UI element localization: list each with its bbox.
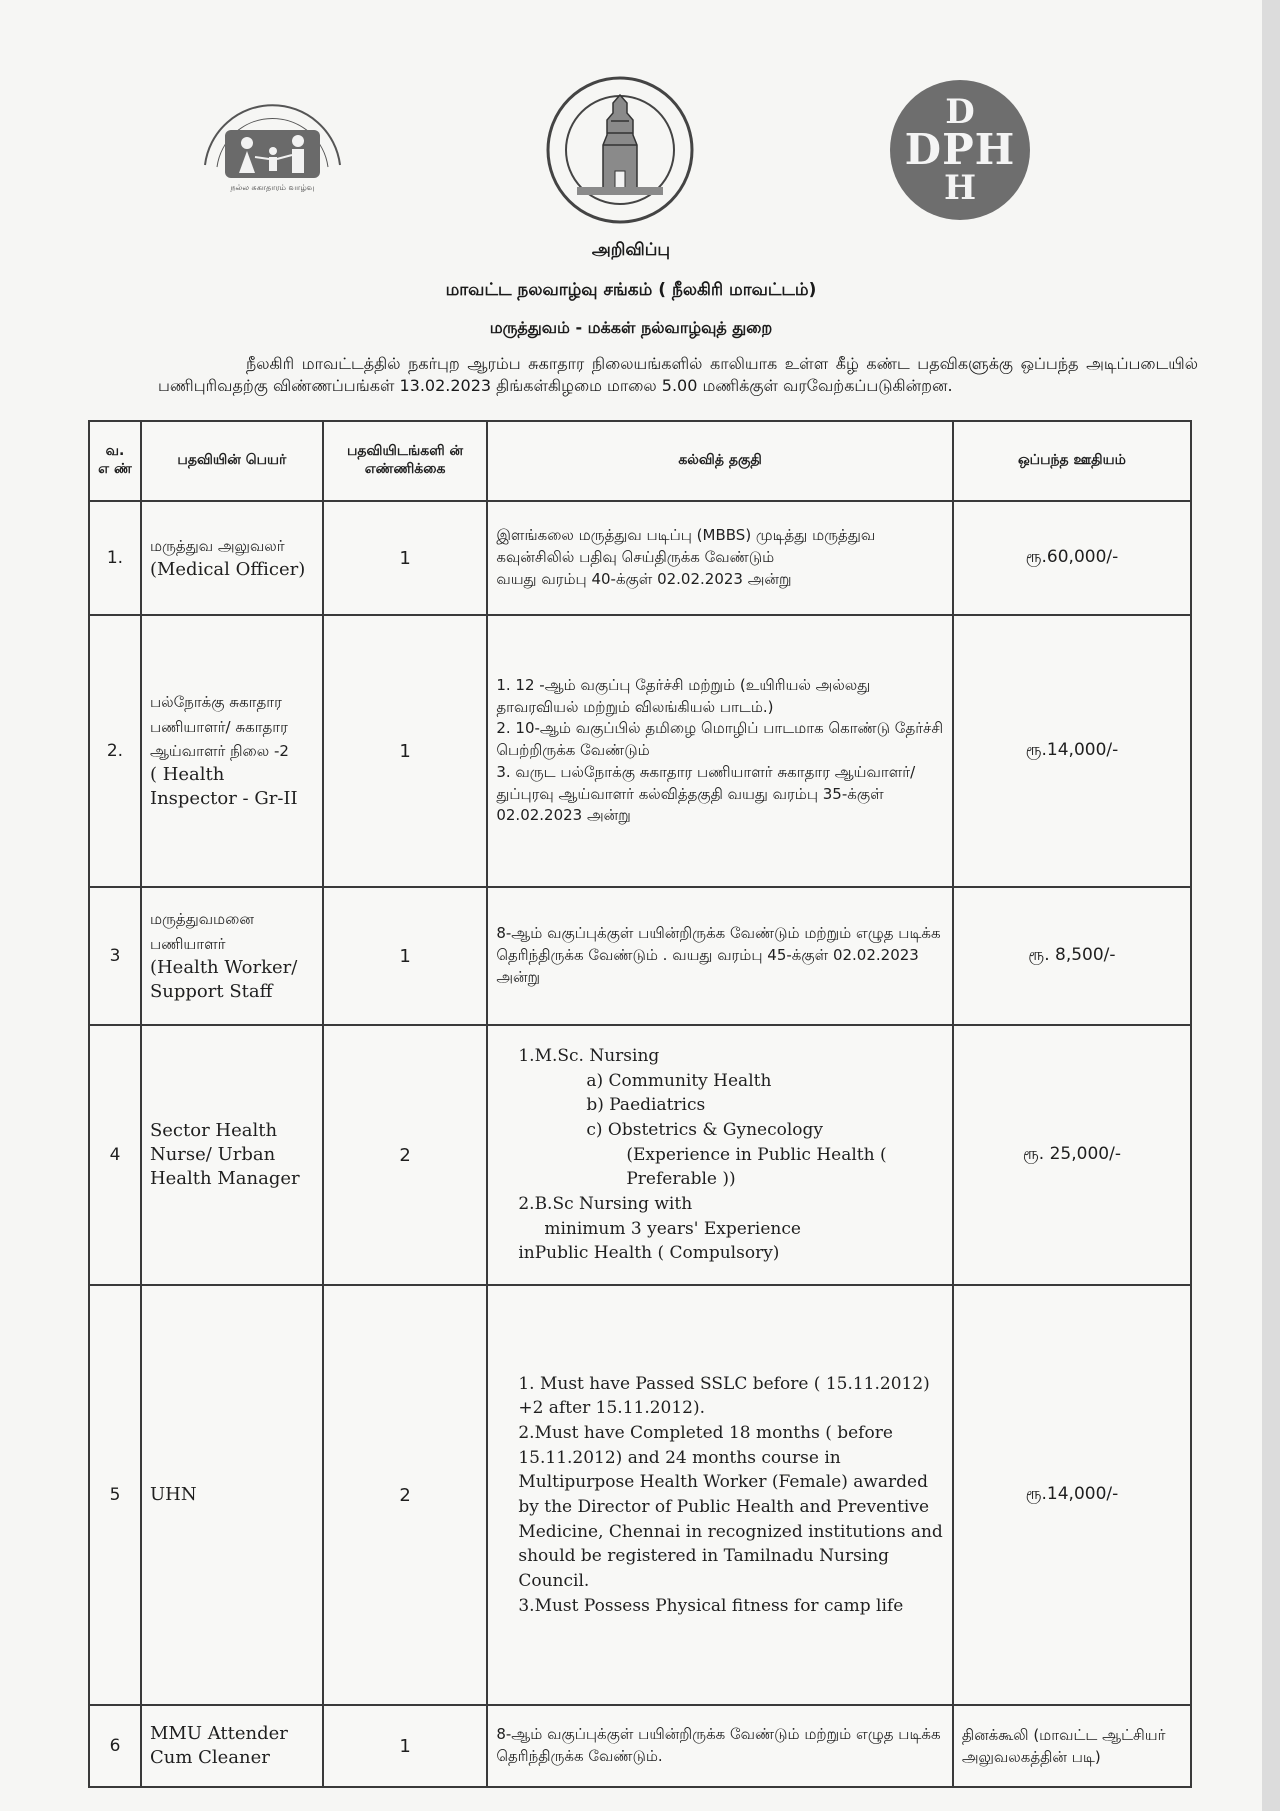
family-icon <box>195 95 350 195</box>
row-sno: 1. <box>89 501 141 615</box>
qualification-line: minimum 3 years' Experience <box>544 1218 801 1239</box>
qualification-line: 8-ஆம் வகுப்புக்குள் பயின்றிருக்க வேண்டும் மற்றும் எழுத படிக்க தெரிந்திருக்க வேண்டும் . வயது வரம்பு 45-க்குள் 02.02.2023 அன்று <box>496 924 941 986</box>
header-qualification: கல்வித் தகுதி <box>487 421 952 501</box>
row-post-count: 1 <box>323 615 488 887</box>
qualification-line: 1.M.Sc. Nursing <box>518 1046 660 1067</box>
qualification-line: 2. 10-ஆம் வகுப்பில் தமிழை மொழிப் பாடமாக கொண்டு தேர்ச்சி பெற்றிருக்க வேண்டும் <box>496 719 944 760</box>
header-post-name: பதவியின் பெயர் <box>141 421 323 501</box>
post-name-english: ( Health Inspector - Gr-II <box>149 764 298 810</box>
dph-logo <box>890 80 1030 220</box>
page-edge <box>1262 0 1280 1811</box>
row-sno: 2. <box>89 615 141 887</box>
table-header-row <box>89 421 1191 501</box>
qualification-line: c) Obstetrics & Gynecology <box>586 1120 824 1141</box>
row-salary: ரூ. 8,500/- <box>953 887 1191 1025</box>
qualification-line: 1. 12 -ஆம் வகுப்பு தேர்ச்சி மற்றும் (உயிரியல் அல்லது தாவரவியல் மற்றும் விலங்கியல் பாடம்.) <box>496 675 871 716</box>
row-post-name: MMU Attender Cum Cleaner <box>141 1705 323 1787</box>
table-row <box>89 887 1191 1025</box>
row-post-count: 1 <box>323 887 488 1025</box>
row-qualification <box>487 1705 952 1787</box>
department-title: மருத்துவம் - மக்கள் நல்வாழ்வுத் துறை <box>489 318 773 337</box>
table-row <box>89 1025 1191 1285</box>
health-society-logo <box>195 95 350 205</box>
qualification-line: inPublic Health ( Compulsory) <box>518 1243 780 1264</box>
row-qualification <box>487 501 952 615</box>
header-salary: ஒப்பந்த ஊதியம் <box>953 421 1191 501</box>
temple-emblem-icon <box>545 75 695 225</box>
row-qualification <box>487 615 952 887</box>
intro-paragraph: நீலகிரி மாவட்டத்தில் நகர்புற ஆரம்ப சுகாதார நிலையங்களில் காலியாக உள்ள கீழ் கண்ட பதவிகளுக்கு ஒப்பந்த அடிப்படையில் பணிபுரிவதற்கு விண்ணப்பங்கள் 13.02.2023 திங்கள்கிழமை மாலை 5.00 மணிக்குள் வரவேற்கப்படுகின்றன. <box>158 354 1198 395</box>
dph-logo-dph: DPH <box>904 125 1016 174</box>
row-post-count: 1 <box>323 501 488 615</box>
qualification-line: இளங்கலை மருத்துவ படிப்பு (MBBS) முடித்து மருத்துவ கவுன்சிலில் பதிவு செய்திருக்க வேண்டும் <box>496 526 876 567</box>
row-salary: ரூ.60,000/- <box>953 501 1191 615</box>
qualification-line: 1. Must have Passed SSLC before ( 15.11.2012) +2 after 15.11.2012). <box>518 1373 930 1419</box>
row-post-name <box>141 887 323 1025</box>
row-sno: 3 <box>89 887 141 1025</box>
notice-title: அறிவிப்பு <box>591 240 671 260</box>
table-row <box>89 615 1191 887</box>
header-post-count: பதவியிடங்களி ன் எண்ணிக்கை <box>323 421 488 501</box>
post-name-english: (Medical Officer) <box>149 559 306 580</box>
qualification-line: வயது வரம்பு 40-க்குள் 02.02.2023 அன்று <box>496 569 792 588</box>
dph-logo-d-top: D <box>945 92 975 132</box>
vacancy-table <box>88 420 1192 1788</box>
row-post-count: 1 <box>323 1705 488 1787</box>
table-row <box>89 1285 1191 1705</box>
qualification-line: 3. வருட பல்நோக்கு சுகாதார பணியாளர் சுகாதார ஆய்வாளர்/துப்புரவு ஆய்வாளர் கல்வித்தகுதி வயது வரம்பு 35-க்குள் 02.02.2023 அன்று <box>496 762 916 825</box>
row-salary: ரூ. 25,000/- <box>953 1025 1191 1285</box>
row-post-count: 2 <box>323 1025 488 1285</box>
row-post-name <box>141 501 323 615</box>
post-name-english: (Health Worker/ Support Staff <box>149 957 298 1003</box>
row-sno: 4 <box>89 1025 141 1285</box>
qualification-line: a) Community Health <box>586 1070 772 1091</box>
row-salary: தினக்கூலி (மாவட்ட ஆட்சியர் அலுவலகத்தின் படி) <box>953 1705 1191 1787</box>
row-sno: 5 <box>89 1285 141 1705</box>
table-row <box>89 1705 1191 1787</box>
dph-logo-h-bottom: H <box>943 168 977 208</box>
row-post-name: UHN <box>141 1285 323 1705</box>
qualification-line: 8-ஆம் வகுப்புக்குள் பயின்றிருக்க வேண்டும் மற்றும் எழுத படிக்க தெரிந்திருக்க வேண்டும். <box>496 1725 941 1765</box>
society-title: மாவட்ட நலவாழ்வு சங்கம் ( நீலகிரி மாவட்டம்) <box>445 280 817 300</box>
row-post-name: Sector Health Nurse/ Urban Health Manager <box>141 1025 323 1285</box>
row-qualification <box>487 1025 952 1285</box>
header-sno: வ. எ ண் <box>89 421 141 501</box>
row-post-name <box>141 615 323 887</box>
post-name-tamil: பல்நோக்கு சுகாதார பணியாளர்/ சுகாதார ஆய்வாளர் நிலை -2 <box>149 693 289 760</box>
logo-caption: நல்ல சுகாதாரம் வாழ்வு <box>230 183 315 192</box>
qualification-line: (Experience in Public Health ( Preferable )) <box>626 1144 887 1190</box>
qualification-line: b) Paediatrics <box>586 1095 706 1116</box>
qualification-line: 2.Must have Completed 18 months ( before 15.11.2012) and 24 months course in Multipurpose Health Worker (Female) awarded by the Director of Public Health and Preventive Medicine, Chennai in recognized institutions and should be registered in Tamilnadu Nursing Council. <box>518 1423 943 1591</box>
row-sno: 6 <box>89 1705 141 1787</box>
post-name-tamil: மருத்துவமனை பணியாளர் <box>149 910 254 953</box>
row-qualification <box>487 1285 952 1705</box>
state-emblem-logo <box>545 75 695 225</box>
row-qualification <box>487 887 952 1025</box>
table-row <box>89 501 1191 615</box>
qualification-line: 2.B.Sc Nursing with <box>518 1193 693 1214</box>
qualification-line: 3.Must Possess Physical fitness for camp life <box>518 1595 904 1616</box>
row-post-count: 2 <box>323 1285 488 1705</box>
row-salary: ரூ.14,000/- <box>953 615 1191 887</box>
post-name-tamil: மருத்துவ அலுவலர் <box>149 536 285 555</box>
row-salary: ரூ.14,000/- <box>953 1285 1191 1705</box>
